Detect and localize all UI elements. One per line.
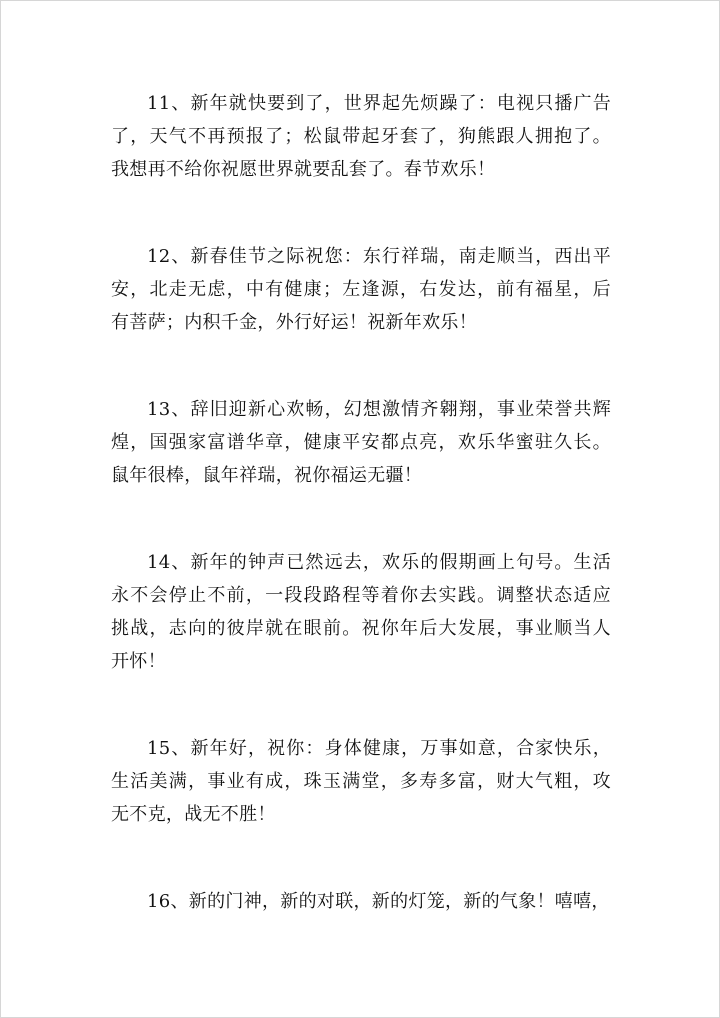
paragraph-15 <box>111 732 611 831</box>
text-line: 16、新的门神，新的对联，新的灯笼，新的气象！嘻嘻， <box>147 891 610 912</box>
text-line: 了，天气不再预报了；松鼠带起牙套了，狗熊跟人拥抱了。 <box>111 126 611 147</box>
text-line: 13、辞旧迎新心欢畅，幻想激情齐翱翔，事业荣誉共辉 <box>147 399 611 420</box>
text-line: 永不会停止不前，一段段路程等着你去实践。调整状态适应 <box>111 585 611 606</box>
paragraph-13 <box>111 393 611 492</box>
text-line: 有菩萨；内积千金，外行好运！祝新年欢乐！ <box>111 312 477 333</box>
text-line: 14、新年的钟声已然远去，欢乐的假期画上句号。生活 <box>147 552 611 573</box>
text-line: 12、新春佳节之际祝您：东行祥瑞，南走顺当，西出平 <box>147 246 611 267</box>
paragraph-14 <box>111 546 611 678</box>
paragraph-16 <box>111 885 611 918</box>
text-line: 煌，国强家富谱华章，健康平安都点亮，欢乐华蜜驻久长。 <box>111 432 611 453</box>
text-line: 15、新年好，祝你：身体健康，万事如意，合家快乐， <box>147 738 611 759</box>
paragraph-11 <box>111 87 611 186</box>
text-line: 安，北走无虑，中有健康；左逢源，右发达，前有福星，后 <box>111 279 611 300</box>
text-line: 无不克，战无不胜！ <box>111 804 276 825</box>
text-line: 鼠年很棒，鼠年祥瑞，祝你福运无疆！ <box>111 465 423 486</box>
paragraph-12 <box>111 240 611 339</box>
text-line: 挑战，志向的彼岸就在眼前。祝你年后大发展，事业顺当人 <box>111 618 611 639</box>
text-line: 11、新年就快要到了，世界起先烦躁了：电视只播广告 <box>147 93 611 114</box>
text-line: 开怀！ <box>111 651 166 672</box>
text-line: 我想再不给你祝愿世界就要乱套了。春节欢乐！ <box>111 159 496 180</box>
text-line: 生活美满，事业有成，珠玉满堂，多寿多富，财大气粗，攻 <box>111 771 611 792</box>
document-body <box>111 87 611 972</box>
